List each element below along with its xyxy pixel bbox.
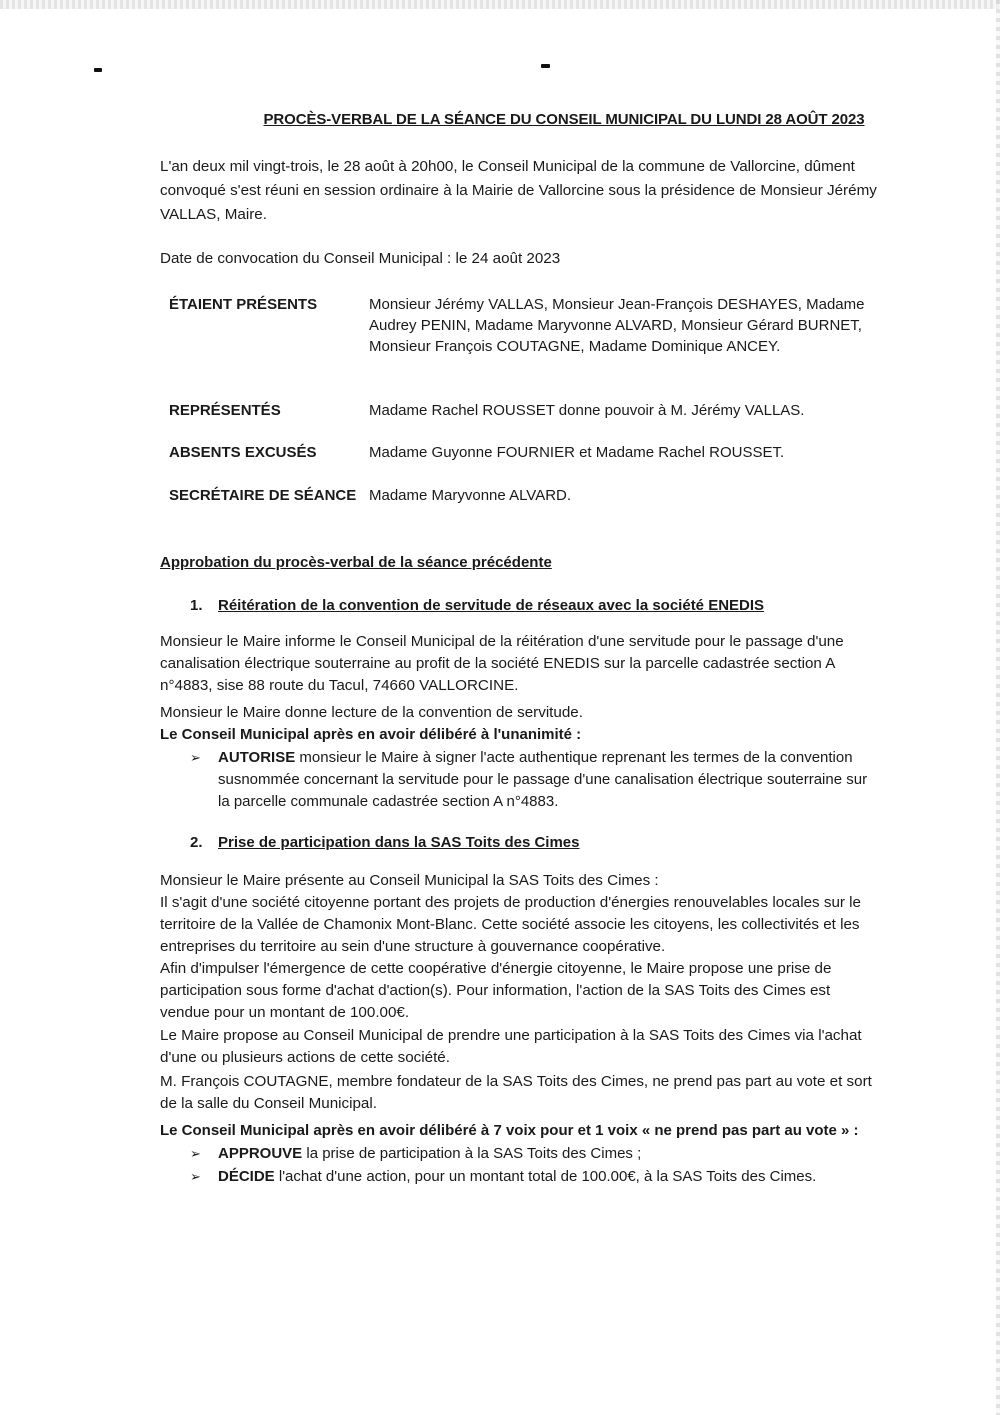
attendance-label-secretary: SECRÉTAIRE DE SÉANCE [169, 487, 357, 504]
document-title: PROCÈS-VERBAL DE LA SÉANCE DU CONSEIL MUNICIPAL DU LUNDI 28 AOÛT 2023 [263, 111, 865, 128]
section-1-bullet [190, 747, 880, 813]
scan-speck [94, 68, 102, 72]
section-1-heading [190, 597, 764, 614]
section-2-title: Prise de participation dans la SAS Toits des Cimes [218, 834, 580, 851]
bullet-arrow-icon: ➢ [190, 1169, 201, 1184]
bullet-arrow-icon: ➢ [190, 1146, 201, 1161]
attendance-label-represented: REPRÉSENTÉS [169, 402, 281, 419]
section-1-paragraph-1: Monsieur le Maire informe le Conseil Municipal de la réitération d'une servitude pour le passage d'une canalisation électrique souterraine au profit de la société ENEDIS sur la parcelle cadastrée section A n°4883, sise 88 route du Tacul, 74660 VALLORCINE. [160, 633, 844, 694]
section-2-bullet-decide [190, 1166, 880, 1188]
attendance-text-secretary: Madame Maryvonne ALVARD. [369, 487, 572, 504]
section-2-paragraph-3: Afin d'impulser l'émergence de cette coopérative d'énergie citoyenne, le Maire propose une prise de participation sous forme d'achat d'action(s). Pour information, l'action de la SAS Toits des Cimes est vendue pour un montant de 100.00€. [160, 960, 832, 1021]
attendance-label-absent: ABSENTS EXCUSÉS [169, 444, 317, 461]
attendance-label-present: ÉTAIENT PRÉSENTS [169, 296, 318, 313]
bullet-body: la prise de participation à la SAS Toits des Cimes ; [302, 1145, 642, 1162]
approval-heading: Approbation du procès-verbal de la séance précédente [160, 554, 552, 571]
bullet-body: l'achat d'une action, pour un montant total de 100.00€, à la SAS Toits des Cimes. [274, 1168, 817, 1185]
attendance-text-represented: Madame Rachel ROUSSET donne pouvoir à M. Jérémy VALLAS. [369, 402, 805, 419]
bullet-keyword: APPROUVE [218, 1145, 303, 1162]
section-2-number: 2. [190, 834, 203, 851]
intro-paragraph: L'an deux mil vingt-trois, le 28 août à 20h00, le Conseil Municipal de la commune de Vallorcine, dûment convoqué s'est réuni en session ordinaire à la Mairie de Vallorcine sous la présidence de Monsieur Jérémy VALLAS, Maire. [160, 158, 877, 223]
section-1-bullet-text [190, 747, 880, 813]
section-2-paragraph-4: Le Maire propose au Conseil Municipal de prendre une participation à la SAS Toits des Cimes via l'achat d'une ou plusieurs actions de cette société. [160, 1027, 862, 1066]
scan-edge-top [0, 0, 1000, 9]
section-2-bullet-decide-text [190, 1166, 880, 1188]
section-2-decision: Le Conseil Municipal après en avoir délibéré à 7 voix pour et 1 voix « ne prend pas part au vote » : [160, 1122, 859, 1139]
scan-speck [541, 64, 550, 68]
section-2-paragraph-5: M. François COUTAGNE, membre fondateur de la SAS Toits des Cimes, ne prend pas part au vote et sort de la salle du Conseil Municipal. [160, 1073, 872, 1112]
section-2-bullet-approve-text [190, 1143, 880, 1165]
section-1-title: Réitération de la convention de servitude de réseaux avec la société ENEDIS [218, 597, 765, 614]
convocation-date: Date de convocation du Conseil Municipal : le 24 août 2023 [160, 250, 561, 267]
section-1-decision: Le Conseil Municipal après en avoir délibéré à l'unanimité : [160, 726, 582, 743]
bullet-body: monsieur le Maire à signer l'acte authentique reprenant les termes de la convention susnommée concernant la servitude pour le passage d'une canalisation électrique souterraine sur la parcelle communale cadastrée section A n°4883. [218, 749, 868, 810]
section-2-paragraph-2: Il s'agit d'une société citoyenne portant des projets de production d'énergies renouvelables locales sur le territoire de la Vallée de Chamonix Mont-Blanc. Cette société associe les citoyens, les collectivités et les entreprises du territoire au sein d'une structure à gouvernance coopérative. [160, 894, 862, 955]
attendance-text-absent: Madame Guyonne FOURNIER et Madame Rachel ROUSSET. [369, 444, 785, 461]
section-2-paragraph-1: Monsieur le Maire présente au Conseil Municipal la SAS Toits des Cimes : [160, 872, 659, 889]
bullet-arrow-icon: ➢ [190, 750, 201, 765]
section-1-number: 1. [190, 597, 203, 614]
bullet-keyword: DÉCIDE [218, 1168, 275, 1185]
section-1-paragraph-2: Monsieur le Maire donne lecture de la convention de servitude. [160, 704, 583, 721]
scan-edge-right [996, 0, 1000, 1415]
section-2-bullet-approve [190, 1143, 880, 1165]
attendance-text-present: Monsieur Jérémy VALLAS, Monsieur Jean-François DESHAYES, Madame Audrey PENIN, Madame Maryvonne ALVARD, Monsieur Gérard BURNET, Monsieur François COUTAGNE, Madame Dominique ANCEY. [369, 296, 865, 355]
section-2-heading [190, 834, 580, 851]
bullet-keyword: AUTORISE [218, 749, 296, 766]
